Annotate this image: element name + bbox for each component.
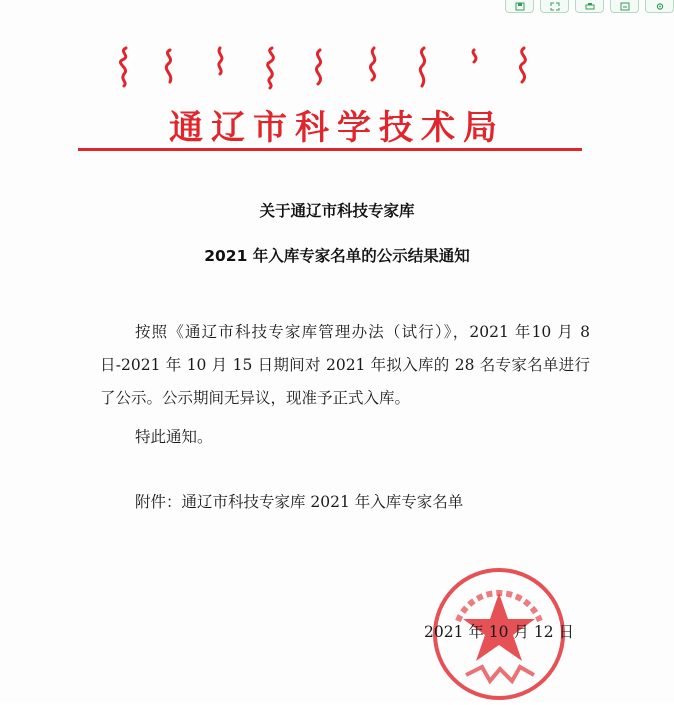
expand-button[interactable] bbox=[540, 0, 569, 13]
save-button[interactable] bbox=[505, 0, 534, 13]
print-icon bbox=[585, 2, 595, 11]
settings-icon bbox=[655, 2, 665, 11]
issue-date: 2021 年 10 月 12 日 bbox=[424, 623, 575, 641]
save-icon bbox=[515, 2, 525, 11]
closing-remark: 特此通知。 bbox=[135, 428, 213, 446]
notice-title-line-1: 关于通辽市科技专家库 bbox=[259, 202, 415, 220]
settings-button[interactable] bbox=[645, 0, 674, 13]
bureau-name: 通辽市科学技术局 bbox=[169, 108, 505, 148]
print-button[interactable] bbox=[575, 0, 604, 13]
mongolian-script-logo bbox=[112, 44, 552, 90]
notice-title-line-2: 2021 年入库专家名单的公示结果通知 bbox=[204, 247, 470, 265]
attachment-line: 附件：通辽市科技专家库 2021 年入库专家名单 bbox=[135, 493, 464, 511]
header-divider bbox=[78, 148, 582, 151]
viewer-toolbar bbox=[499, 0, 674, 14]
export-button[interactable] bbox=[610, 0, 639, 13]
body-paragraph: 按照《通辽市科技专家库管理办法（试行）》，2021 年10 月 8 日-2021 年 10 月 15 日期间对 2021 年拟入库的 28 名专家名单进行了公示。公示期间无异议，现准予正式入库。 bbox=[100, 323, 590, 407]
expand-icon bbox=[550, 2, 560, 11]
export-icon bbox=[620, 2, 630, 11]
